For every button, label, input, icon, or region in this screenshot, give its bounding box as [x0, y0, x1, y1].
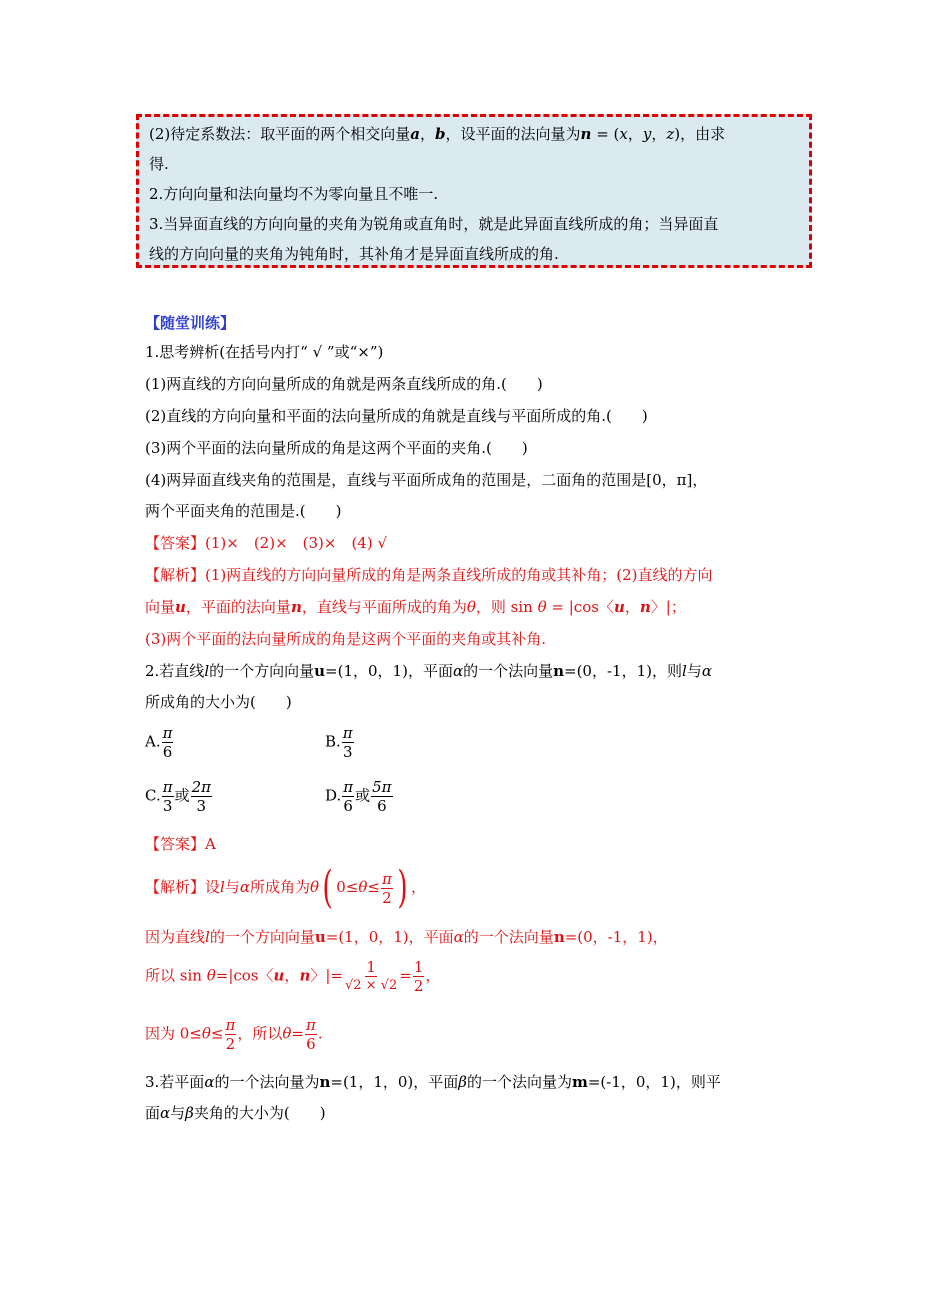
q2-stem-line-2: 所成角的大小为( ): [145, 693, 292, 711]
q2-option-c: C. $\frac{\pi}{3}$ 或 $\frac{2\pi}{3}$: [145, 778, 211, 815]
q1-statement-2: (2)直线的方向向量和平面的法向量所成的角就是直线与平面所成的角.( ): [145, 407, 648, 425]
q1-answer: 【答案】(1)× (2)× (3)× (4) √: [145, 534, 388, 552]
section-title: 【随堂训练】: [145, 314, 236, 332]
q2-option-b: B. $\frac{\pi}{3}$: [325, 724, 353, 761]
q2-analysis-line-1: 【解析】设l与α所成角为θ( 0≤θ≤ $\frac{\pi}{2}$ ) ，: [145, 862, 426, 913]
q3-stem-line-2: 面α与β夹角的大小为( ): [145, 1104, 326, 1122]
q1-statement-3: (3)两个平面的法向量所成的角是这两个平面的夹角.( ): [145, 439, 528, 457]
q1-statement-4-line-1: (4)两异面直线夹角的范围是，直线与平面所成角的范围是，二面角的范围是[0，π]，: [145, 471, 708, 489]
left-paren: (: [322, 862, 333, 913]
q2-stem-line-1: 2.若直线l的一个方向向量u=(1，0，1)，平面α的一个法向量n=(0，-1，1)，则l与α: [145, 662, 712, 680]
q1-analysis-line-2: 向量u，平面的法向量n，直线与平面所成的角为θ，则 sin θ = |cos〈u，n〉|；: [145, 598, 686, 616]
q2-analysis-line-2: 因为直线l的一个方向向量u=(1，0，1)，平面α的一个法向量n=(0，-1，1)，: [145, 928, 668, 946]
q1-statement-4-line-2: 两个平面夹角的范围是.( ): [145, 502, 342, 520]
tip-4-line-2: 线的方向向量的夹角为钝角时，其补角才是异面直线所成的角.: [149, 245, 559, 263]
q1-analysis-line-1: 【解析】(1)两直线的方向向量所成的角是两条直线所成的角或其补角；(2)直线的方向: [145, 566, 713, 584]
tip-4-line-1: 3.当异面直线的方向向量的夹角为锐角或直角时，就是此异面直线所成的角；当异面直: [149, 215, 719, 233]
tip-2-line-1: (2)待定系数法：取平面的两个相交向量a，b，设平面的法向量为n = (x，y，z)，由求: [149, 125, 726, 143]
q1-analysis-line-3: (3)两个平面的法向量所成的角是这两个平面的夹角或其补角.: [145, 630, 547, 648]
q1-stem: 1.思考辨析(在括号内打“ √ ”或“×”): [145, 343, 384, 361]
tip-2-line-2: 得.: [149, 155, 169, 173]
right-paren: ): [397, 862, 408, 913]
tip-3: 2.方向向量和法向量均不为零向量且不唯一.: [149, 185, 439, 203]
q1-statement-1: (1)两直线的方向向量所成的角就是两条直线所成的角.( ): [145, 375, 543, 393]
q2-analysis-line-3: 所以 sin θ=|cos〈u，n〉|= $\frac{1}{√2 \times √2}$ = $\frac{1}{2}$ ，: [145, 958, 441, 995]
q2-answer: 【答案】A: [145, 835, 216, 853]
tips-box: [136, 114, 812, 268]
q3-stem-line-1: 3.若平面α的一个法向量为n=(1，1，0)，平面β的一个法向量为m=(-1，0，1)，则平: [145, 1073, 721, 1091]
q2-analysis-line-4: 因为 0≤θ≤ $\frac{\pi}{2}$ ，所以θ= $\frac{\pi}{6}$ .: [145, 1016, 323, 1053]
q2-option-d: D. $\frac{\pi}{6}$ 或 $\frac{5\pi}{6}$: [325, 778, 392, 815]
q2-option-a: A. $\frac{\pi}{6}$: [145, 724, 173, 761]
